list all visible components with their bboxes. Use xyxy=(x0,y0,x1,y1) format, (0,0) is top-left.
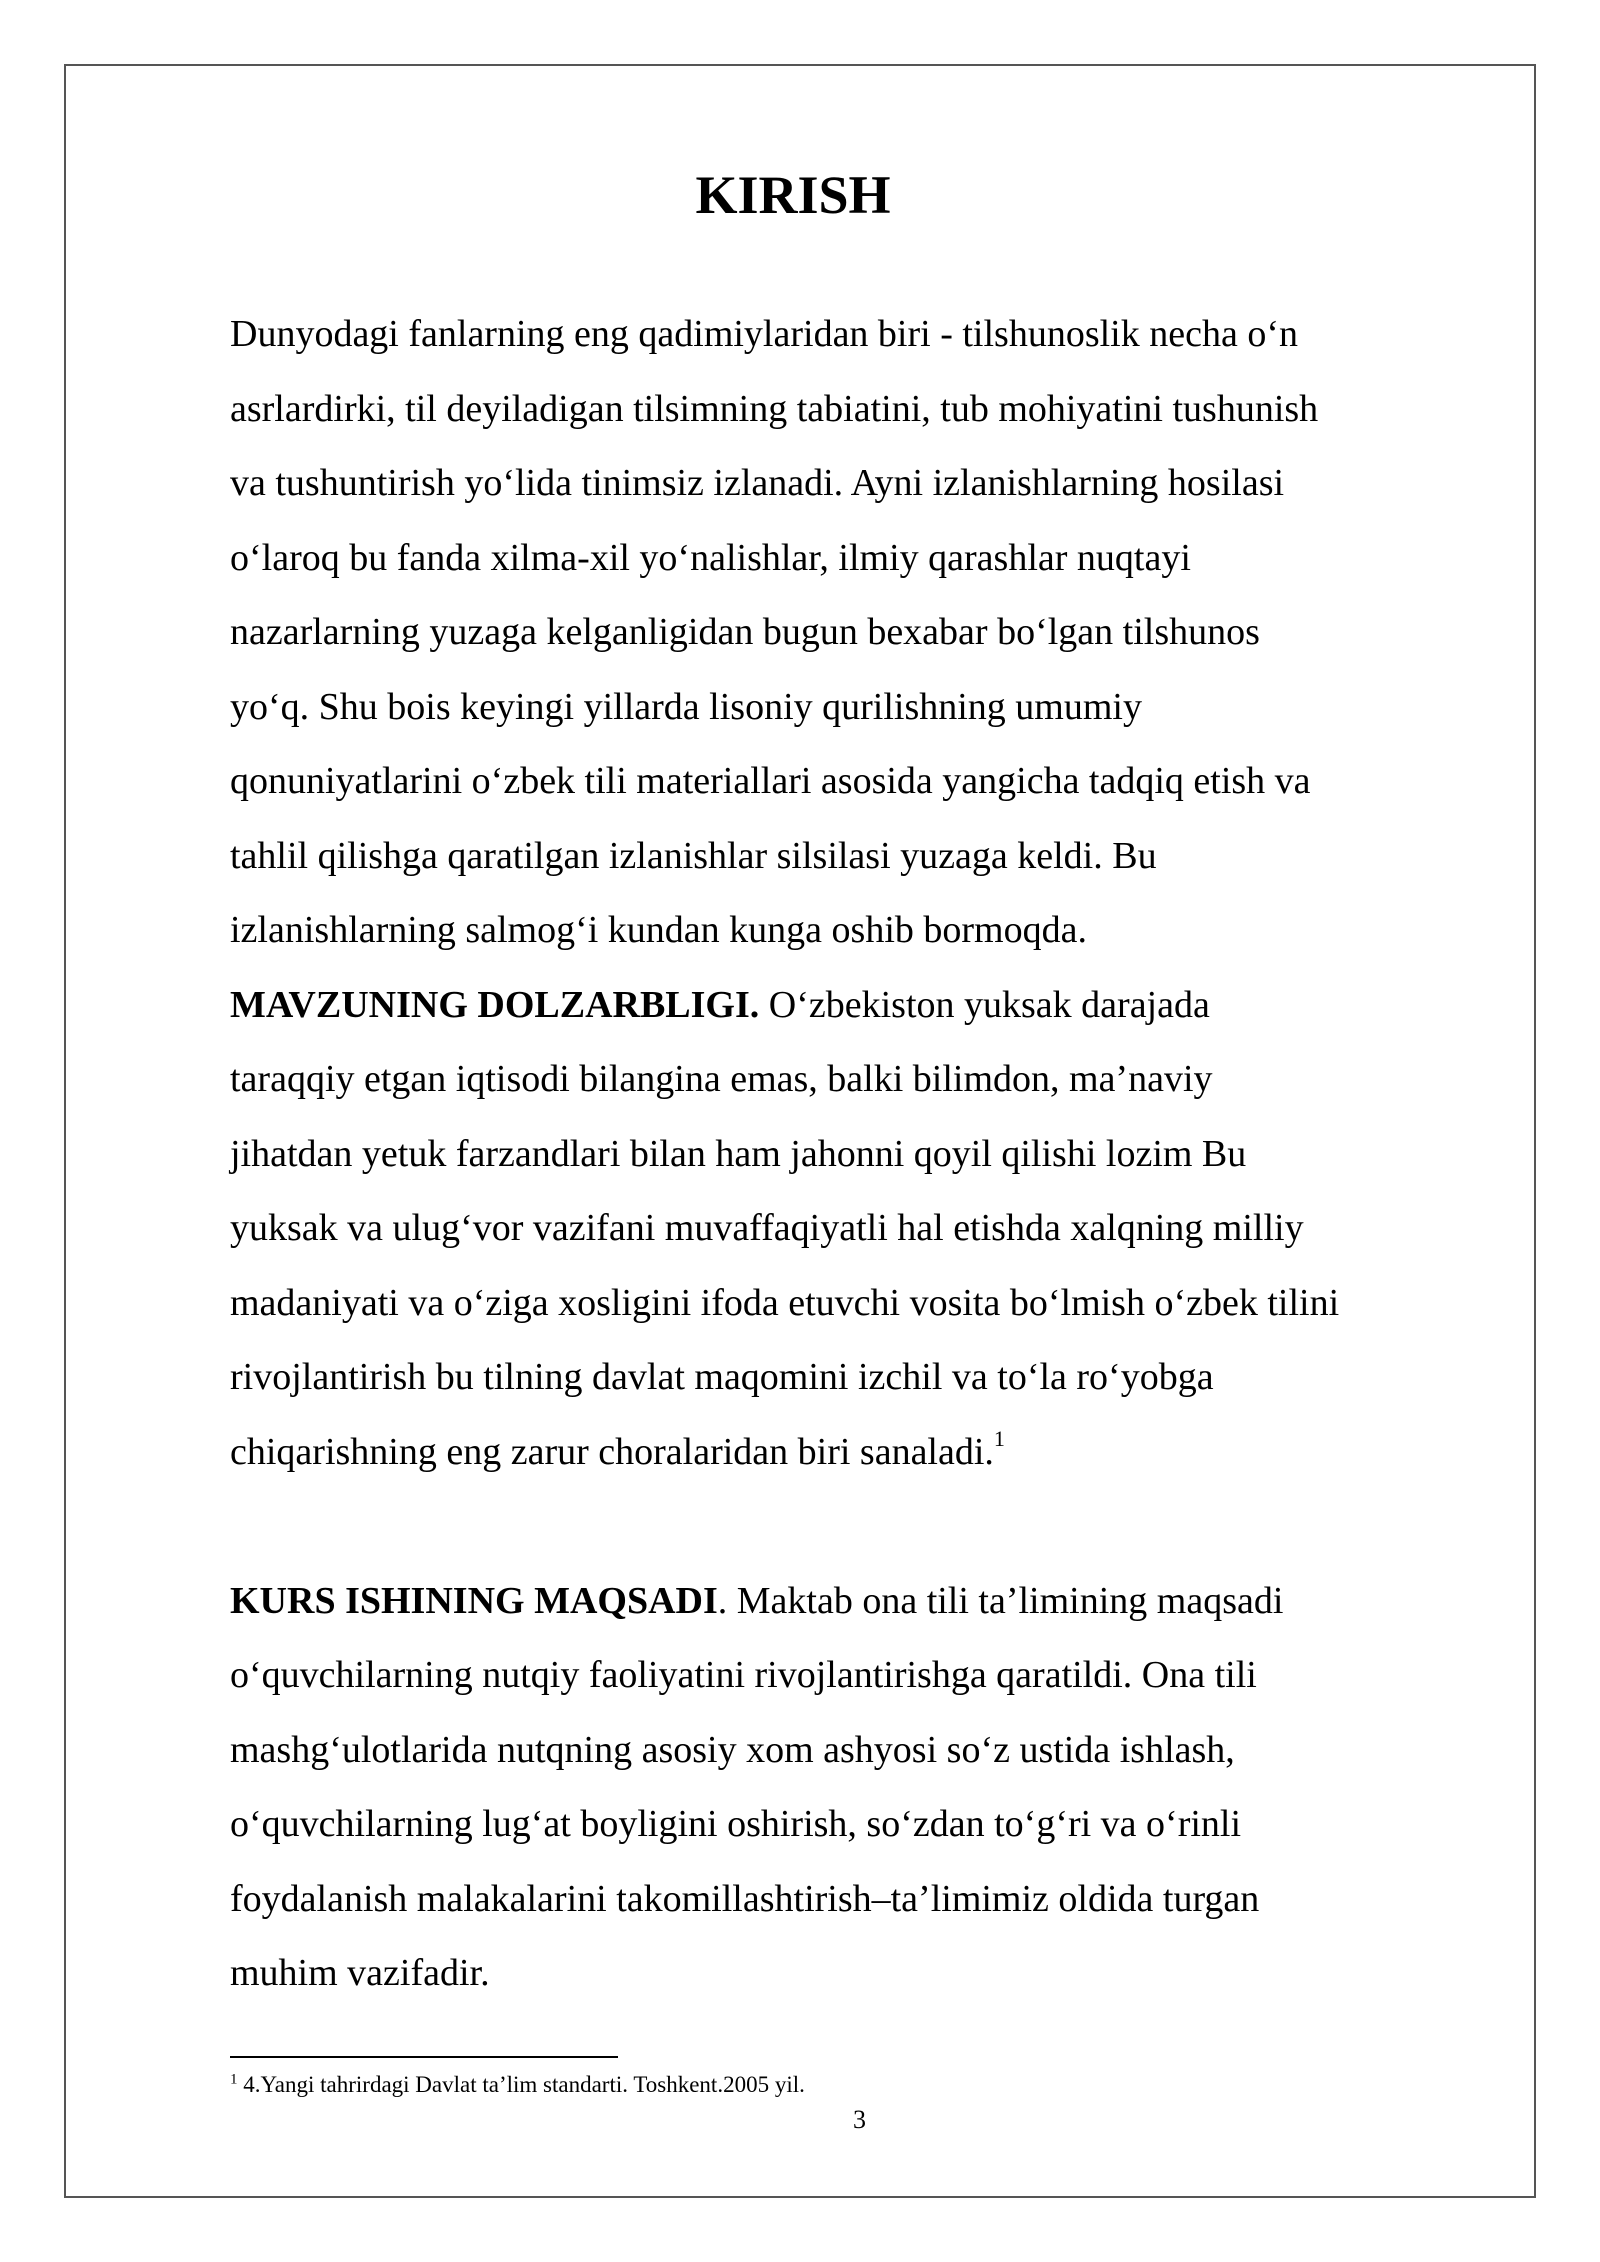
text-line: mashg‘ulotlarida nutqning asosiy xom ashyosi so‘z ustida ishlash, xyxy=(230,1728,1235,1771)
text-line: o‘quvchilarning lug‘at boyligini oshirish, so‘zdan to‘g‘ri va o‘rinli xyxy=(230,1803,1242,1845)
text-line: Dunyodagi fanlarning eng qadimiylaridan biri - tilshunoslik necha o‘n xyxy=(230,313,1298,355)
purpose-paragraph-start xyxy=(230,1564,1520,1639)
text-line: izlanishlarning salmog‘i kundan kunga oshib bormoqda. xyxy=(230,909,1087,951)
paragraph-spacer xyxy=(230,1489,1520,1564)
footnote xyxy=(230,2070,805,2100)
text-line: nazarlarning yuzaga kelganligidan bugun bexabar bo‘lgan tilshunos xyxy=(230,611,1260,653)
text-line: madaniyati va o‘ziga xosligini ifoda etuvchi vosita bo‘lmish o‘zbek tilini xyxy=(230,1281,1340,1324)
text-line: muhim vazifadir. xyxy=(230,1952,490,1994)
text-line: yo‘q. Shu bois keyingi yillarda lisoniy qurilishning umumiy xyxy=(230,685,1142,728)
text-line: foydalanish malakalarini takomillashtirish–ta’limimiz oldida turgan xyxy=(230,1877,1260,1920)
text-line: taraqqiy etgan iqtisodi bilangina emas, balki bilimdon, ma’naviy xyxy=(230,1058,1213,1100)
text-line: tahlil qilishga qaratilgan izlanishlar silsilasi yuzaga keldi. Bu xyxy=(230,834,1157,877)
text-line: o‘laroq bu fanda xilma-xil yo‘nalishlar, ilmiy qarashlar nuqtayi xyxy=(230,536,1191,579)
text-line: rivojlantirish bu tilning davlat maqomini izchil va to‘la ro‘yobga xyxy=(230,1356,1214,1398)
footnote-text: 4.Yangi tahrirdagi Davlat ta’lim standarti. Toshkent.2005 yil. xyxy=(237,2072,805,2097)
text-line: va tushuntirish yo‘lida tinimsiz izlanadi. Ayni izlanishlarning hosilasi xyxy=(230,462,1285,504)
footnote-separator xyxy=(230,2056,618,2058)
relevance-heading: MAVZUNING DOLZARBLIGI. xyxy=(230,983,760,1026)
purpose-heading: KURS ISHINING MAQSADI xyxy=(230,1579,718,1622)
footnote-marker: 1 xyxy=(230,2071,238,2088)
text-line: chiqarishning eng zarur choralaridan biri sanaladi. xyxy=(230,1430,994,1473)
page-number: 3 xyxy=(853,2105,866,2134)
text-line: o‘quvchilarning nutqiy faoliyatini rivojlantirishga qaratildi. Ona tili xyxy=(230,1654,1257,1696)
page-title: KIRISH xyxy=(695,165,891,225)
footnote-reference[interactable]: 1 xyxy=(993,1425,1005,1451)
main-body-text xyxy=(230,297,1520,2011)
text-line: . Maktab ona tili ta’limining maqsadi xyxy=(717,1579,1284,1622)
text-line: jihatdan yetuk farzandlari bilan ham jahonni qoyil qilishi lozim Bu xyxy=(230,1132,1247,1175)
relevance-paragraph-start xyxy=(230,968,1520,1043)
text-line: O‘zbekiston yuksak darajada xyxy=(759,983,1210,1026)
text-line: yuksak va ulug‘vor vazifani muvaffaqiyatli hal etishda xalqning milliy xyxy=(230,1207,1304,1249)
text-line: qonuniyatlarini o‘zbek tili materiallari asosida yangicha tadqiq etish va xyxy=(230,760,1311,802)
relevance-last-line xyxy=(230,1415,1520,1490)
text-line: asrlardirki, til deyiladigan tilsimning tabiatini, tub mohiyatini tushunish xyxy=(230,387,1319,430)
